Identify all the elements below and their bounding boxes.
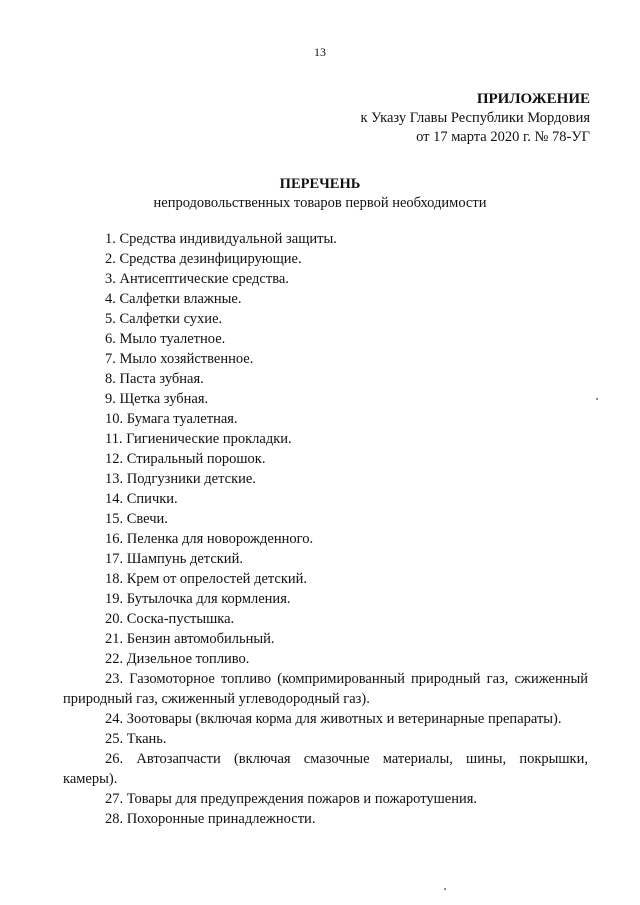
list-item: 3. Антисептические средства.: [105, 271, 289, 287]
list-item: 25. Ткань.: [105, 731, 167, 747]
appendix-decree-line: к Указу Главы Республики Мордовия: [360, 110, 590, 126]
list-item: 14. Спички.: [105, 491, 178, 507]
list-item: 23. Газомоторное топливо (компримированный природный газ, сжиженный природный газ, сжиженный углеводородный газ).: [63, 671, 588, 707]
appendix-title: ПРИЛОЖЕНИЕ: [476, 91, 590, 107]
list-item: 18. Крем от опрелостей детский.: [105, 571, 308, 587]
appendix-date-line: от 17 марта 2020 г. № 78-УГ: [416, 129, 590, 145]
list-item: 6. Мыло туалетное.: [105, 331, 226, 347]
page-number: 13: [314, 45, 326, 59]
list-item: 11. Гигиенические прокладки.: [105, 431, 292, 447]
list-item: 7. Мыло хозяйственное.: [105, 351, 254, 367]
list-item: 28. Похоронные принадлежности.: [105, 811, 316, 827]
list-title: ПЕРЕЧЕНЬ: [279, 176, 361, 192]
list-item: 12. Стиральный порошок.: [105, 451, 266, 467]
list-item: 1. Средства индивидуальной защиты.: [105, 231, 337, 247]
list-item: 17. Шампунь детский.: [105, 551, 243, 567]
list-item: 27. Товары для предупреждения пожаров и пожаротушения.: [105, 791, 478, 807]
list-item: 2. Средства дезинфицирующие.: [105, 251, 302, 267]
list-item: 26. Автозапчасти (включая смазочные материалы, шины, покрышки, камеры).: [63, 751, 588, 787]
list-item: 15. Свечи.: [105, 511, 168, 527]
list-item: 22. Дизельное топливо.: [105, 651, 250, 667]
list-item: 19. Бутылочка для кормления.: [105, 591, 291, 607]
list-subtitle: непродовольственных товаров первой необходимости: [153, 195, 487, 211]
list-item: 4. Салфетки влажные.: [105, 291, 242, 307]
list-item: 5. Салфетки сухие.: [105, 311, 223, 327]
scan-speck: [596, 398, 598, 400]
list-item: 9. Щетка зубная.: [105, 391, 209, 407]
list-item: 16. Пеленка для новорожденного.: [105, 531, 314, 547]
list-item: 10. Бумага туалетная.: [105, 411, 238, 427]
list-item: 13. Подгузники детские.: [105, 471, 256, 487]
list-heading: [0, 175, 640, 213]
scan-speck: [444, 888, 446, 890]
list-item: 21. Бензин автомобильный.: [105, 631, 275, 647]
list-item: 20. Соска-пустышка.: [105, 611, 235, 627]
appendix-block: [360, 90, 590, 147]
goods-list: [63, 229, 588, 829]
list-item: 24. Зоотовары (включая корма для животных и ветеринарные препараты).: [105, 711, 562, 727]
list-item: 8. Паста зубная.: [105, 371, 204, 387]
